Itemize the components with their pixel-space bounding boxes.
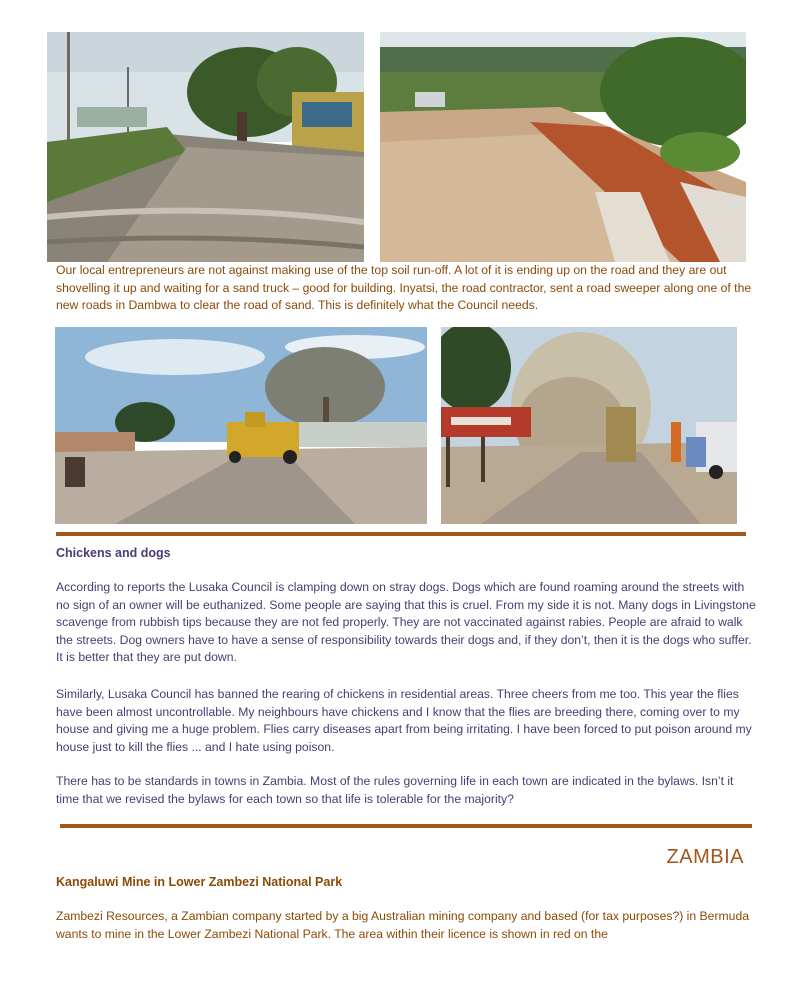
photo-road-grader	[55, 327, 427, 524]
article-paragraph: Zambezi Resources, a Zambian company started by a big Australian mining company and based (for tax purposes?) in Bermuda wants to mine in the Lower Zambezi National Park. The area within their licence is shown in red on the	[56, 909, 750, 941]
article-heading-chickens-dogs: Chickens and dogs	[56, 546, 171, 560]
photo-eroded-road	[380, 32, 746, 262]
article-heading-kangaluwi-mine: Kangaluwi Mine in Lower Zambezi National Park	[56, 875, 343, 889]
section-label: ZAMBIA	[666, 846, 744, 868]
article-paragraph: Similarly, Lusaka Council has banned the rearing of chickens in residential areas. Three cheers from me too. This year the flies have been almost uncontrollable. My neighbours have chickens and I know that the flies are breeding there, coming over to my house and giving me a huge problem. Flies carry diseases apart from being irritating. I have been forced to put poison around my house just to kill the flies ... and I hate using poison.	[56, 687, 752, 754]
article-paragraph: According to reports the Lusaka Council is clamping down on stray dogs. Dogs which are found roaming around the streets with no sign of an owner will be euthanized. Some people are saying that this is cruel. From my side it is not. Many dogs in Livingstone scavenge from rubbish tips because they are not fed properly. They are not vaccinated against rabies. People are afraid to walk the streets. Dog owners have to have a sense of responsibility towards their dogs and, if they don’t, then it is the dogs who suffer. It is better that they are put down.	[56, 580, 756, 664]
photo-road-sweeper	[441, 327, 737, 524]
photo-muddy-road	[47, 32, 364, 262]
divider-rule	[56, 532, 746, 536]
photo-caption: Our local entrepreneurs are not against making use of the top soil run-off. A lot of it is ending up on the road and they are out shovelling it up and waiting for a sand truck – good for building. Inyatsi, the road contractor, sent a road sweeper along one of the new roads in Dambwa to clear the road of sand. This is definitely what the Council needs.	[56, 263, 752, 312]
divider-rule	[60, 824, 752, 828]
article-paragraph: There has to be standards in towns in Zambia. Most of the rules governing life in each town are indicated in the bylaws. Isn’t it time that we revised the bylaws for each town so that life is tolerable for the majority?	[56, 774, 734, 806]
